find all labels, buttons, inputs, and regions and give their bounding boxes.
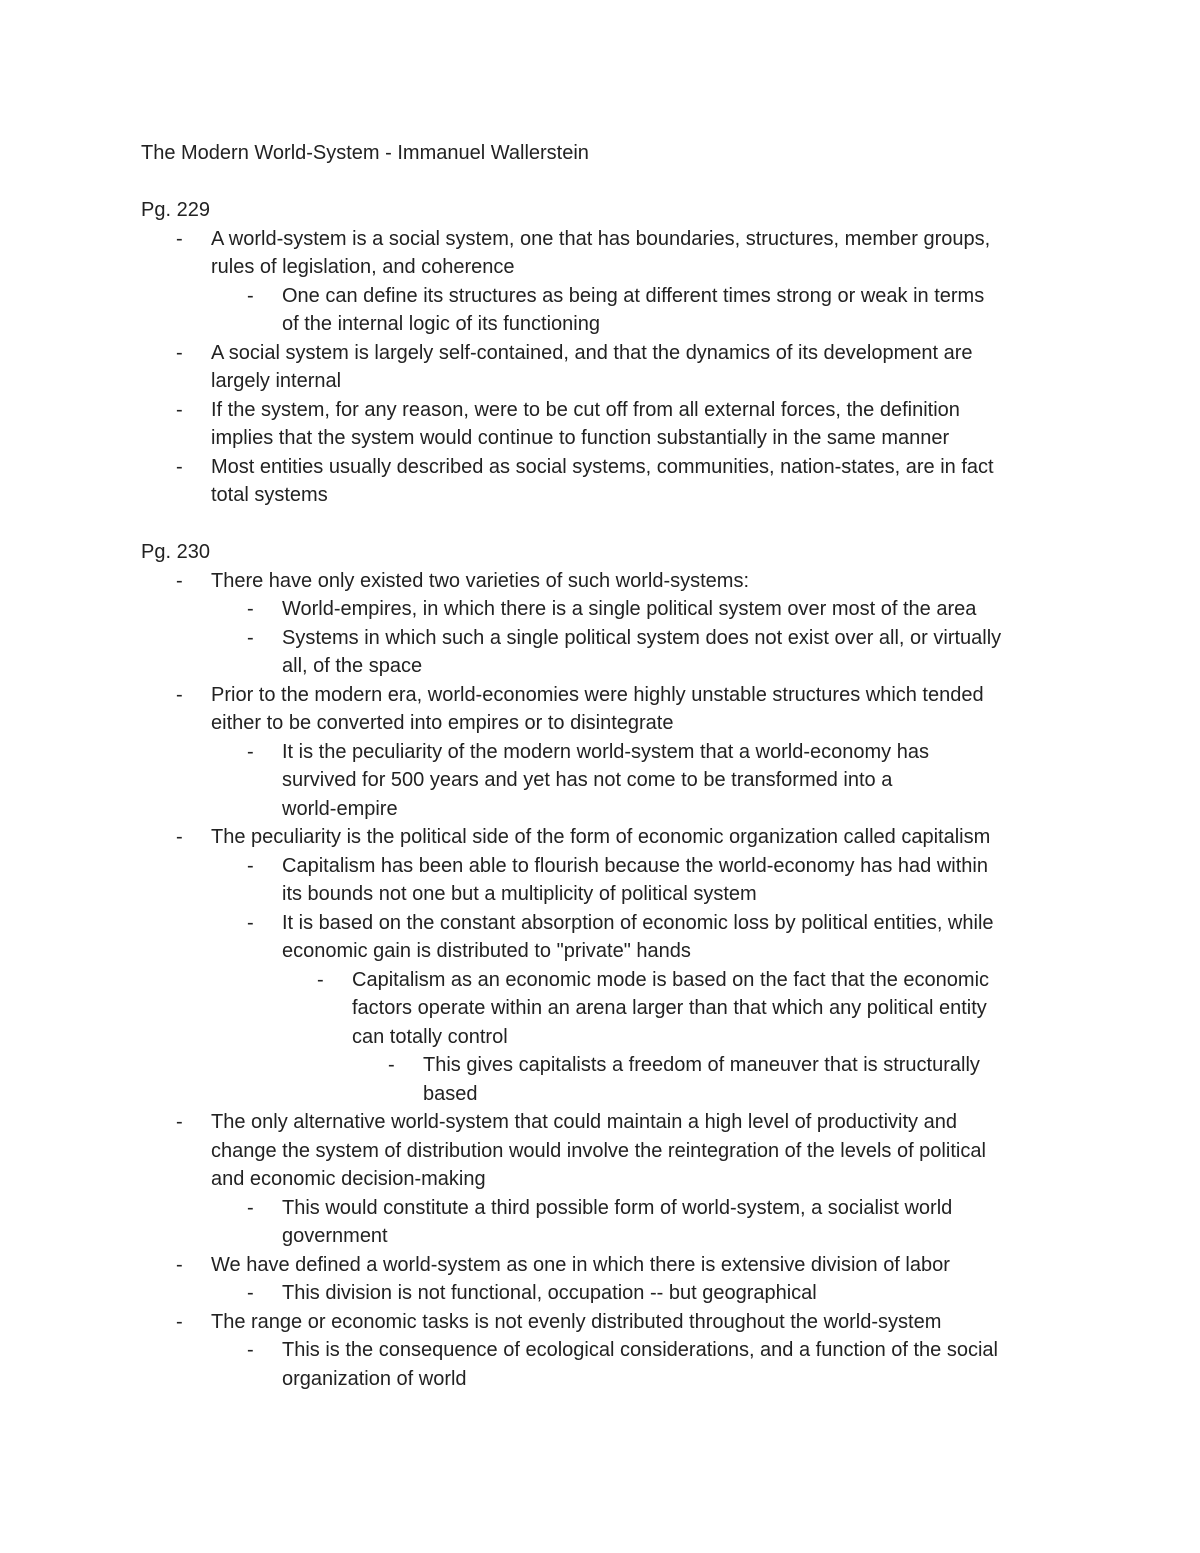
list-item: - Capitalism has been able to flourish because the world-economy has had within its bounds not one but a multiplicity of political system <box>141 852 1071 909</box>
list-item: - Capitalism as an economic mode is based on the fact that the economic factors operate within an arena larger than that which any political entity can totally control <box>141 966 1071 1052</box>
document-title: The Modern World-System - Immanuel Wallerstein <box>141 142 589 164</box>
list-item: - This gives capitalists a freedom of maneuver that is structurally based <box>141 1051 1071 1108</box>
list-item: - The peculiarity is the political side of the form of economic organization called capitalism <box>141 823 1071 852</box>
list-item: - This is the consequence of ecological considerations, and a function of the social organization of world <box>141 1336 1071 1393</box>
bullet-list <box>141 225 1071 510</box>
list-item: - The only alternative world-system that could maintain a high level of productivity and change the system of distribution would involve the reintegration of the levels of political and economic decision-making <box>141 1108 1071 1194</box>
list-item: - A world-system is a social system, one that has boundaries, structures, member groups, rules of legislation, and coherence <box>141 225 1071 282</box>
list-item: - If the system, for any reason, were to be cut off from all external forces, the definition implies that the system would continue to function substantially in the same manner <box>141 396 1071 453</box>
list-item: - Systems in which such a single political system does not exist over all, or virtually all, of the space <box>141 624 1071 681</box>
list-item: - World-empires, in which there is a single political system over most of the area <box>141 595 1071 624</box>
list-item: - It is based on the constant absorption of economic loss by political entities, while economic gain is distributed to "private" hands <box>141 909 1071 966</box>
list-item: - The range or economic tasks is not evenly distributed throughout the world-system <box>141 1308 1071 1337</box>
document-page <box>141 139 1071 1393</box>
page-label: Pg. 229 <box>141 199 210 221</box>
list-item: - Most entities usually described as social systems, communities, nation-states, are in fact total systems <box>141 453 1071 510</box>
list-item: - This would constitute a third possible form of world-system, a socialist world government <box>141 1194 1071 1251</box>
list-item: - We have defined a world-system as one in which there is extensive division of labor <box>141 1251 1071 1280</box>
section-pg-230 <box>141 538 1071 1393</box>
list-item: - One can define its structures as being at different times strong or weak in terms of the internal logic of its functioning <box>141 282 1071 339</box>
bullet-list <box>141 567 1071 1394</box>
list-item: - This division is not functional, occupation -- but geographical <box>141 1279 1071 1308</box>
spacer <box>141 510 1071 539</box>
list-item: - There have only existed two varieties of such world-systems: <box>141 567 1071 596</box>
list-item: - It is the peculiarity of the modern world-system that a world-economy has survived for 500 years and yet has not come to be transformed into a world-empire <box>141 738 1071 824</box>
page-label: Pg. 230 <box>141 541 210 563</box>
section-pg-229 <box>141 196 1071 510</box>
list-item: - A social system is largely self-contained, and that the dynamics of its development are largely internal <box>141 339 1071 396</box>
list-item: - Prior to the modern era, world-economies were highly unstable structures which tended either to be converted into empires or to disintegrate <box>141 681 1071 738</box>
spacer <box>141 168 1071 197</box>
